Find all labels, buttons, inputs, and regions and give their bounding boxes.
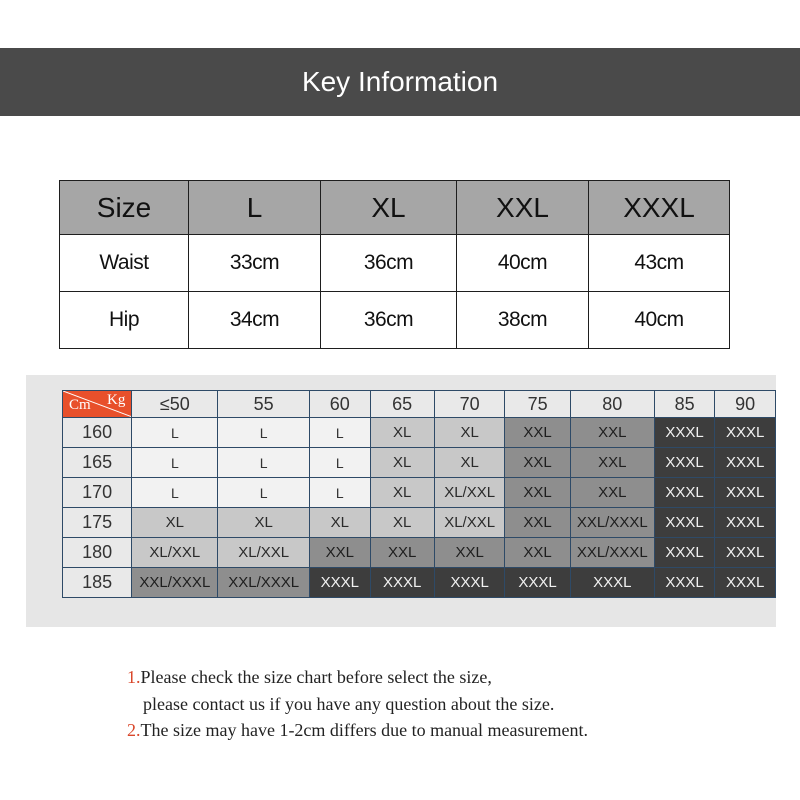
size-cell: XXL (570, 418, 654, 448)
hip-xxxl: 40cm (589, 292, 730, 349)
note-1-text: Please check the size chart before select the size, (140, 667, 492, 687)
size-cell: XL (218, 508, 310, 538)
size-cell: L (132, 448, 218, 478)
header-xxxl: XXXL (589, 181, 730, 235)
banner (0, 48, 800, 116)
size-cell: L (309, 418, 370, 448)
weight-header-cell: ≤50 (132, 391, 218, 418)
size-cell: XXL (570, 478, 654, 508)
size-cell: XXXL (654, 568, 715, 598)
size-cell: XXL (505, 508, 570, 538)
waist-xxxl: 43cm (589, 235, 730, 292)
size-cell: XXXL (715, 448, 776, 478)
size-cell: XL/XXL (132, 538, 218, 568)
size-cell: XXXL (434, 568, 505, 598)
note-2-text: The size may have 1-2cm differs due to manual measurement. (140, 720, 589, 740)
size-cell: L (218, 448, 310, 478)
size-cell: L (218, 478, 310, 508)
hip-l: 34cm (189, 292, 321, 349)
height-label-cell: 165 (63, 448, 132, 478)
size-cell: XXL/XXXL (132, 568, 218, 598)
size-cell: XL (370, 418, 434, 448)
waist-l: 33cm (189, 235, 321, 292)
table-row (63, 448, 776, 478)
size-cell: XL (132, 508, 218, 538)
row-label-hip: Hip (60, 292, 189, 349)
weight-header-cell: 85 (654, 391, 715, 418)
size-cell: L (218, 418, 310, 448)
size-cell: XL/XXL (434, 508, 505, 538)
size-cell: XXL (434, 538, 505, 568)
size-chart-table (62, 390, 776, 598)
size-cell: XL (434, 418, 505, 448)
header-l: L (189, 181, 321, 235)
size-cell: XL (370, 448, 434, 478)
weight-unit-label: Kg (107, 392, 126, 408)
table-row (60, 292, 730, 349)
size-cell: XXL/XXXL (570, 508, 654, 538)
size-cell: XL/XXL (434, 478, 505, 508)
size-cell: XXL (309, 538, 370, 568)
size-cell: XXXL (654, 418, 715, 448)
weight-header-cell: 80 (570, 391, 654, 418)
size-cell: XXXL (370, 568, 434, 598)
key-table-header-row (60, 181, 730, 235)
size-cell: XL (434, 448, 505, 478)
size-cell: XXL (505, 418, 570, 448)
hip-xxl: 38cm (457, 292, 589, 349)
row-label-waist: Waist (60, 235, 189, 292)
size-cell: XL/XXL (218, 538, 310, 568)
height-unit-label: Cm (69, 397, 91, 413)
note-2 (127, 717, 588, 744)
hip-xl: 36cm (321, 292, 457, 349)
table-row (63, 478, 776, 508)
weight-header-cell: 65 (370, 391, 434, 418)
note-1-continuation: please contact us if you have any question about the size. (143, 693, 555, 714)
size-cell: L (132, 478, 218, 508)
table-row (63, 508, 776, 538)
weight-header-cell: 75 (505, 391, 570, 418)
size-cell: XXXL (505, 568, 570, 598)
size-cell: XL (370, 508, 434, 538)
banner-title: Key Information (301, 66, 499, 97)
size-cell: XXXL (654, 538, 715, 568)
height-label-cell: 180 (63, 538, 132, 568)
header-xl: XL (321, 181, 457, 235)
weight-header-cell: 60 (309, 391, 370, 418)
size-cell: L (309, 478, 370, 508)
size-cell: XXXL (715, 568, 776, 598)
weight-header-cell: 55 (218, 391, 310, 418)
key-information-table (59, 180, 730, 349)
notes (127, 664, 588, 744)
table-row (63, 568, 776, 598)
size-chart-header-row (63, 391, 776, 418)
size-cell: XL (309, 508, 370, 538)
size-cell: XXXL (309, 568, 370, 598)
weight-header-cell: 90 (715, 391, 776, 418)
size-cell: XL (370, 478, 434, 508)
table-row (63, 538, 776, 568)
size-cell: XXL (505, 538, 570, 568)
header-size: Size (60, 181, 189, 235)
size-cell: XXXL (715, 478, 776, 508)
header-xxl: XXL (457, 181, 589, 235)
waist-xl: 36cm (321, 235, 457, 292)
unit-corner-cell (63, 391, 132, 418)
weight-header-cell: 70 (434, 391, 505, 418)
size-cell: XXXL (715, 538, 776, 568)
size-cell: XXL (505, 478, 570, 508)
note-2-number: 2. (127, 720, 141, 740)
size-cell: XXL (505, 448, 570, 478)
size-cell: XXXL (654, 508, 715, 538)
size-cell: XXXL (570, 568, 654, 598)
note-1-number: 1. (127, 667, 141, 687)
height-label-cell: 185 (63, 568, 132, 598)
note-1 (127, 664, 588, 691)
size-chart-panel (26, 375, 776, 627)
size-cell: XXXL (715, 508, 776, 538)
height-label-cell: 170 (63, 478, 132, 508)
size-cell: XXL (370, 538, 434, 568)
table-row (60, 235, 730, 292)
size-cell: XXL (570, 448, 654, 478)
size-cell: XXXL (654, 478, 715, 508)
size-cell: L (309, 448, 370, 478)
table-row (63, 418, 776, 448)
waist-xxl: 40cm (457, 235, 589, 292)
height-label-cell: 175 (63, 508, 132, 538)
size-cell: XXXL (715, 418, 776, 448)
size-cell: XXL/XXXL (570, 538, 654, 568)
size-cell: XXXL (654, 448, 715, 478)
size-cell: L (132, 418, 218, 448)
height-label-cell: 160 (63, 418, 132, 448)
size-cell: XXL/XXXL (218, 568, 310, 598)
